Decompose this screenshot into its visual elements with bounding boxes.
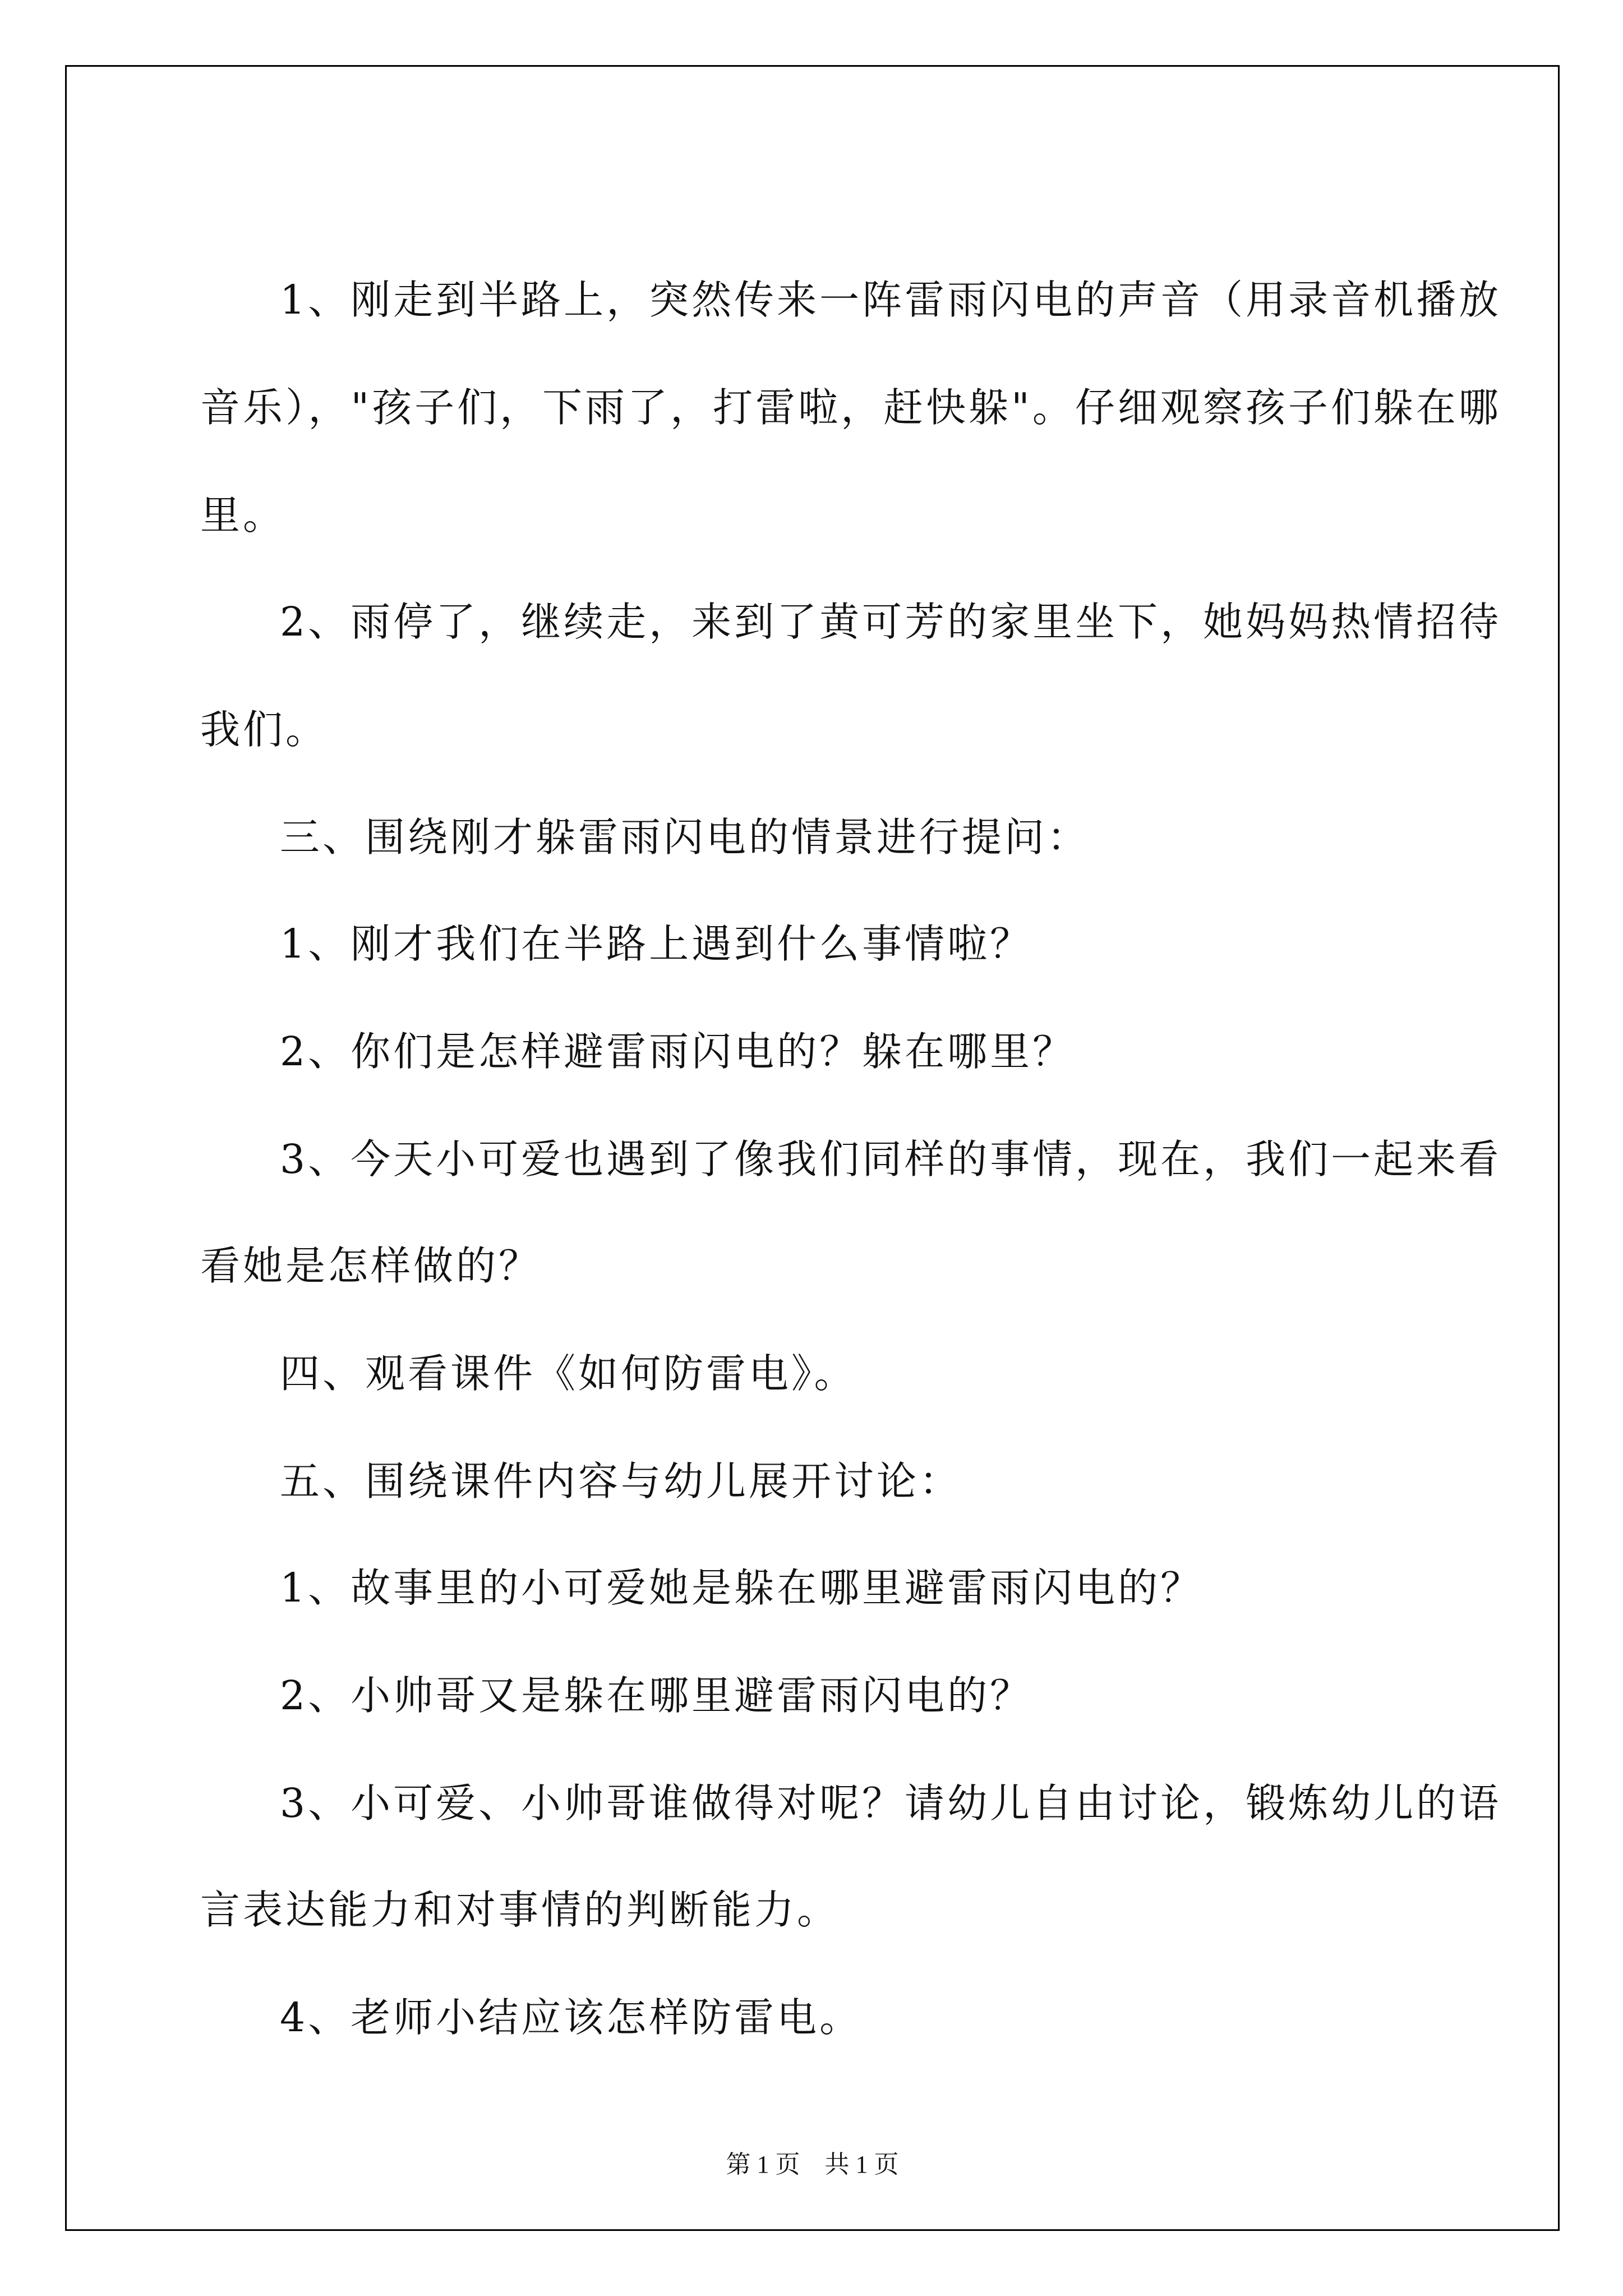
section-3-item-2: 2、你们是怎样避雷雨闪电的？躲在哪里？ xyxy=(280,1028,1076,1075)
section-5-item-3-line-1: 3、小可爱、小帅哥谁做得对呢？请幼儿自由讨论，锻炼幼儿的语 xyxy=(280,1780,1502,1826)
paragraph-1-line-1: 1、刚走到半路上，突然传来一阵雷雨闪电的声音（用录音机播放 xyxy=(280,277,1502,323)
section-3-heading: 三、围绕刚才躲雷雨闪电的情景进行提问： xyxy=(280,814,1090,861)
paragraph-2-line-2: 我们。 xyxy=(200,706,329,753)
section-5-item-2: 2、小帅哥又是躲在哪里避雷雨闪电的？ xyxy=(280,1672,1033,1719)
paragraph-1-line-2: 音乐），"孩子们，下雨了，打雷啦，赶快躲"。仔细观察孩子们躲在哪 xyxy=(200,384,1501,431)
section-4-heading: 四、观看课件《如何防雷电》。 xyxy=(280,1350,857,1397)
section-5-item-3-line-2: 言表达能力和对事情的判断能力。 xyxy=(200,1887,840,1933)
paragraph-1-line-3: 里。 xyxy=(200,492,286,539)
section-3-item-3-line-1: 3、今天小可爱也遇到了像我们同样的事情，现在，我们一起来看 xyxy=(280,1136,1502,1182)
section-5-heading: 五、围绕课件内容与幼儿展开讨论： xyxy=(280,1458,962,1504)
section-5-item-1: 1、故事里的小可爱她是躲在哪里避雷雨闪电的？ xyxy=(280,1565,1204,1611)
page-number-footer: 第 1 页 共 1 页 xyxy=(726,2151,899,2178)
section-5-item-4: 4、老师小结应该怎样防雷电。 xyxy=(280,1994,863,2041)
section-3-item-1: 1、刚才我们在半路上遇到什么事情啦？ xyxy=(280,921,1033,967)
page-frame xyxy=(65,65,1560,2231)
paragraph-2-line-1: 2、雨停了，继续走，来到了黄可芳的家里坐下，她妈妈热情招待 xyxy=(280,599,1502,645)
section-3-item-3-line-2: 看她是怎样做的？ xyxy=(200,1243,542,1289)
